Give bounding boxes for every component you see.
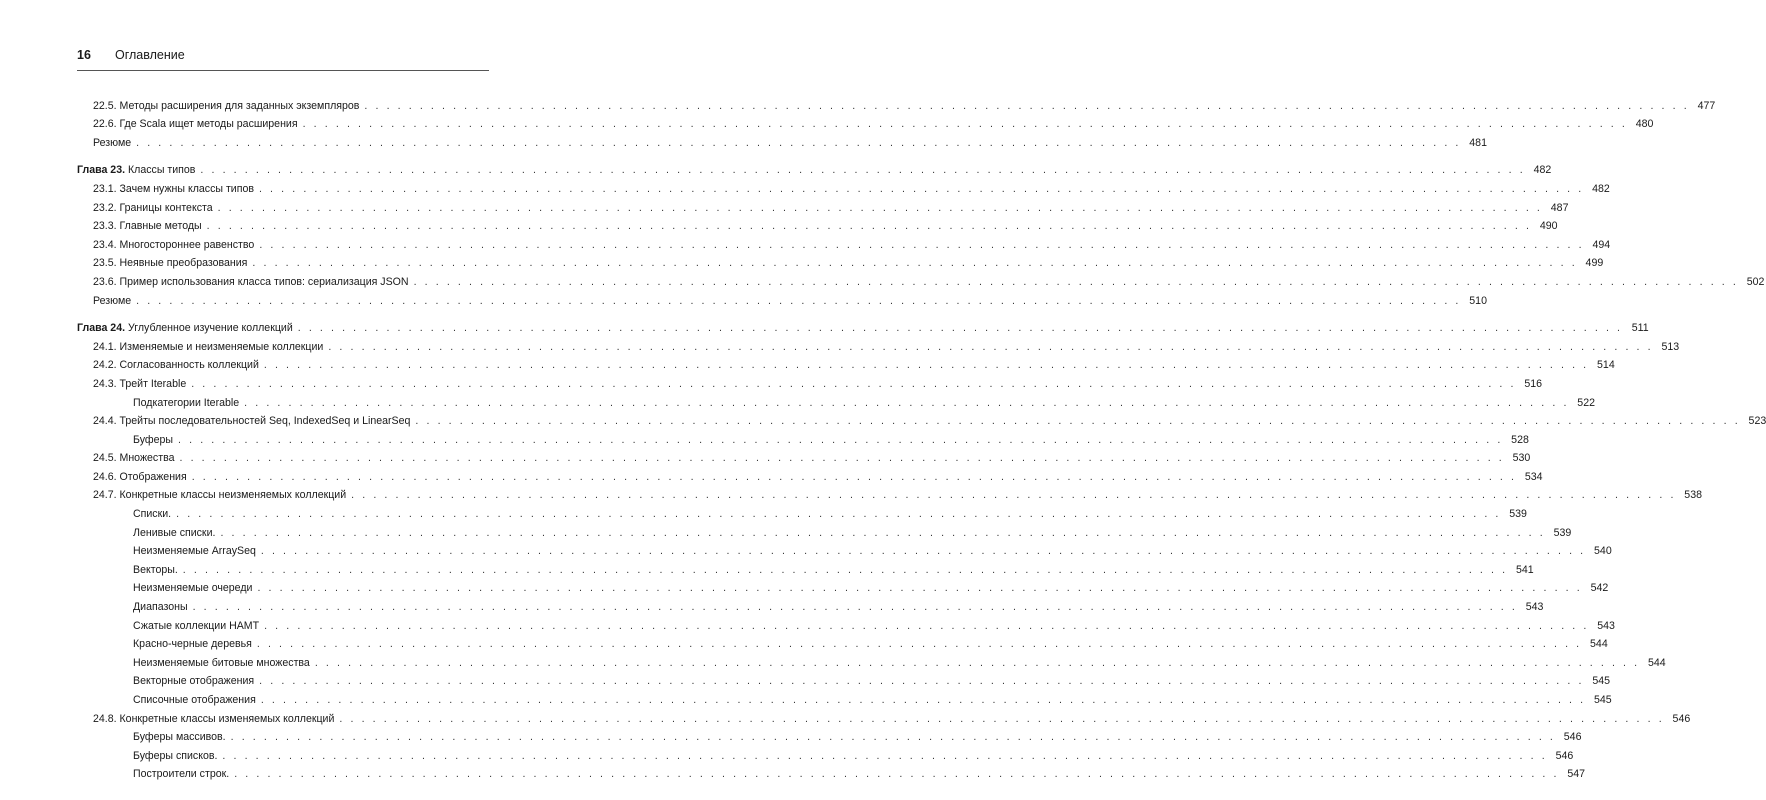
entry-title: 24.6. Отображения bbox=[93, 470, 187, 483]
toc-section bbox=[77, 316, 1766, 781]
entry-page-number: 544 bbox=[1590, 638, 1608, 651]
dot-leader: . . . . . . . . . . . . . . . . . . . . . . . . . . . . . . . . . . . . . . . . . . . . . . . . . . . . . . . . . . . . . . . . . . . . . . . . . . . . . . . . . . . . . . . . . . . . . . . . . . . . . . . . . . . . . . . . . . . . . . . . bbox=[314, 656, 1640, 669]
dot-leader: . . . . . . . . . . . . . . . . . . . . . . . . . . . . . . . . . . . . . . . . . . . . . . . . . . . . . . . . . . . . . . . . . . . . . . . . . . . . . . . . . . . . . . . . . . . . . . . . . . . . . . . . . . . . . . . . . . . . . . . . bbox=[200, 164, 1526, 177]
toc-section-entry bbox=[77, 112, 1654, 131]
entry-page-number: 546 bbox=[1555, 749, 1574, 762]
toc-subsection-entry bbox=[77, 613, 1615, 632]
entry-title: 22.6. Где Scala ищет методы расширения bbox=[93, 118, 298, 131]
entry-title: 24.3. Трейт Iterable bbox=[93, 377, 187, 390]
entry-page-number: 510 bbox=[1469, 294, 1487, 307]
entry-page-number: 490 bbox=[1539, 220, 1558, 233]
dot-leader: . . . . . . . . . . . . . . . . . . . . . . . . . . . . . . . . . . . . . . . . . . . . . . . . . . . . . . . . . . . . . . . . . . . . . . . . . . . . . . . . . . . . . . . . . . . . . . . . . . . . . . . . . . . . . . . . . . . . . . . . bbox=[220, 526, 1546, 539]
entry-page-number: 499 bbox=[1585, 257, 1604, 270]
page-number: 16 bbox=[77, 48, 91, 62]
toc-section-entry bbox=[77, 706, 1691, 725]
toc-subsection-entry bbox=[77, 669, 1610, 688]
dot-leader: . . . . . . . . . . . . . . . . . . . . . . . . . . . . . . . . . . . . . . . . . . . . . . . . . . . . . . . . . . . . . . . . . . . . . . . . . . . . . . . . . . . . . . . . . . . . . . . . . . . . . . . . . . . . . . . . . . . . . . . . bbox=[328, 340, 1654, 353]
dot-leader: . . . . . . . . . . . . . . . . . . . . . . . . . . . . . . . . . . . . . . . . . . . . . . . . . . . . . . . . . . . . . . . . . . . . . . . . . . . . . . . . . . . . . . . . . . . . . . . . . . . . . . . . . . . . . . . . . . . . . . . . bbox=[351, 489, 1676, 502]
entry-title: Буферы массивов. bbox=[133, 731, 226, 744]
toc-subsection-entry bbox=[77, 427, 1529, 446]
entry-title: Списки. bbox=[133, 508, 172, 521]
toc-chapter-entry bbox=[77, 316, 1649, 335]
entry-title: Диапазоны bbox=[133, 601, 188, 614]
entry-page-number: 543 bbox=[1597, 619, 1615, 632]
toc-subsection-entry bbox=[77, 632, 1608, 651]
dot-leader: . . . . . . . . . . . . . . . . . . . . . . . . . . . . . . . . . . . . . . . . . . . . . . . . . . . . . . . . . . . . . . . . . . . . . . . . . . . . . . . . . . . . . . . . . . . . . . . . . . . . . . . . . . . . . . . . . . . . . . . . bbox=[413, 275, 1739, 288]
entry-page-number: 546 bbox=[1672, 712, 1691, 725]
dot-leader: . . . . . . . . . . . . . . . . . . . . . . . . . . . . . . . . . . . . . . . . . . . . . . . . . . . . . . . . . . . . . . . . . . . . . . . . . . . . . . . . . . . . . . . . . . . . . . . . . . . . . . . . . . . . . . . . . . . . . . . . bbox=[260, 545, 1586, 558]
entry-page-number: 502 bbox=[1746, 275, 1765, 288]
toc-section-entry bbox=[77, 353, 1615, 372]
entry-page-number: 522 bbox=[1577, 396, 1595, 409]
entry-page-number: 546 bbox=[1563, 731, 1582, 744]
entry-page-number: 482 bbox=[1533, 164, 1552, 177]
toc-subsection-entry bbox=[77, 725, 1582, 744]
entry-title: Буферы списков. bbox=[133, 749, 218, 762]
dot-leader: . . . . . . . . . . . . . . . . . . . . . . . . . . . . . . . . . . . . . . . . . . . . . . . . . . . . . . . . . . . . . . . . . . . . . . . . . . . . . . . . . . . . . . . . . . . . . . . . . . . . . . . . . . . . . . . . . . . . . . . . bbox=[244, 396, 1569, 409]
entry-title: Подкатегории Iterable bbox=[133, 396, 240, 409]
entry-page-number: 481 bbox=[1469, 136, 1487, 149]
entry-title: Списочные отображения bbox=[133, 694, 256, 706]
dot-leader: . . . . . . . . . . . . . . . . . . . . . . . . . . . . . . . . . . . . . . . . . . . . . . . . . . . . . . . . . . . . . . . . . . . . . . . . . . . . . . . . . . . . . . . . . . . . . . . . . . . . . . . . . . . . . . . . . . . . . . . . bbox=[415, 415, 1741, 428]
entry-page-number: 539 bbox=[1553, 526, 1572, 539]
entry-page-number: 543 bbox=[1525, 601, 1544, 614]
entry-title: 23.6. Пример использования класса типов: сериализация JSON bbox=[93, 275, 409, 288]
entry-page-number: 547 bbox=[1567, 768, 1586, 781]
entry-title: 24.7. Конкретные классы неизменяемых коллекций bbox=[93, 489, 347, 502]
dot-leader: . . . . . . . . . . . . . . . . . . . . . . . . . . . . . . . . . . . . . . . . . . . . . . . . . . . . . . . . . . . . . . . . . . . . . . . . . . . . . . . . . . . . . . . . . . . . . . . . . . . . . . . . . . . . . . . . . . . . . . . . bbox=[182, 563, 1508, 576]
entry-title: 24.1. Изменяемые и неизменяемые коллекции bbox=[93, 340, 324, 353]
entry-page-number: 534 bbox=[1524, 470, 1543, 483]
entry-page-number: 541 bbox=[1515, 563, 1534, 576]
table-of-contents bbox=[77, 93, 1766, 789]
entry-title: 22.5. Методы расширения для заданных экземпляров bbox=[93, 99, 360, 112]
entry-page-number: 494 bbox=[1592, 238, 1611, 251]
toc-subsection-entry bbox=[77, 520, 1572, 539]
toc-section-entry bbox=[77, 288, 1487, 307]
dot-leader: . . . . . . . . . . . . . . . . . . . . . . . . . . . . . . . . . . . . . . . . . . . . . . . . . . . . . . . . . . . . . . . . . . . . . . . . . . . . . . . . . . . . . . . . . . . . . . . . . . . . . . . . . . . . . . . . . . . . . . . . bbox=[217, 201, 1543, 214]
entry-title: Неизменяемые ArraySeq bbox=[133, 545, 256, 558]
entry-page-number: 542 bbox=[1590, 582, 1609, 595]
entry-page-number: 530 bbox=[1512, 452, 1531, 465]
chapter-title: Классы типов bbox=[125, 164, 196, 177]
entry-title: 23.2. Границы контекста bbox=[93, 201, 213, 214]
dot-leader: . . . . . . . . . . . . . . . . . . . . . . . . . . . . . . . . . . . . . . . . . . . . . . . . . . . . . . . . . . . . . . . . . . . . . . . . . . . . . . . . . . . . . . . . . . . . . . . . . . . . . . . . . . . . . . . . . . . . . . . . bbox=[259, 675, 1584, 688]
toc-section-entry bbox=[77, 176, 1610, 195]
dot-leader: . . . . . . . . . . . . . . . . . . . . . . . . . . . . . . . . . . . . . . . . . . . . . . . . . . . . . . . . . . . . . . . . . . . . . . . . . . . . . . . . . . . . . . . . . . . . . . . . . . . . . . . . . . . . . . . . . . . . . . . . bbox=[179, 452, 1505, 465]
chapter-label: Глава 24. bbox=[77, 322, 126, 335]
entry-page-number: 514 bbox=[1597, 359, 1615, 372]
dot-leader: . . . . . . . . . . . . . . . . . . . . . . . . . . . . . . . . . . . . . . . . . . . . . . . . . . . . . . . . . . . . . . . . . . . . . . . . . . . . . . . . . . . . . . . . . . . . . . . . . . . . . . . . . . . . . . . . . . . . . . . . bbox=[297, 322, 1623, 335]
toc-subsection-entry bbox=[77, 501, 1527, 521]
entry-title: Векторы. bbox=[133, 563, 178, 576]
dot-leader: . . . . . . . . . . . . . . . . . . . . . . . . . . . . . . . . . . . . . . . . . . . . . . . . . . . . . . . . . . . . . . . . . . . . . . . . . . . . . . . . . . . . . . . . . . . . . . . . . . . . . . . . . . . . . . . . . . . . . . . . bbox=[176, 508, 1501, 521]
toc-chapter-entry bbox=[77, 158, 1552, 177]
toc-section bbox=[77, 93, 1716, 149]
dot-leader: . . . . . . . . . . . . . . . . . . . . . . . . . . . . . . . . . . . . . . . . . . . . . . . . . . . . . . . . . . . . . . . . . . . . . . . . . . . . . . . . . . . . . . . . . . . . . . . . . . . . . . . . . . . . . . . . . . . . . . . . bbox=[178, 433, 1503, 446]
toc-section-entry bbox=[77, 93, 1716, 112]
entry-title: 24.2. Согласованность коллекций bbox=[93, 359, 259, 372]
dot-leader: . . . . . . . . . . . . . . . . . . . . . . . . . . . . . . . . . . . . . . . . . . . . . . . . . . . . . . . . . . . . . . . . . . . . . . . . . . . . . . . . . . . . . . . . . . . . . . . . . . . . . . . . . . . . . . . . . . . . . . . . bbox=[264, 619, 1589, 632]
toc-subsection-entry bbox=[77, 594, 1544, 614]
entry-title: Векторные отображения bbox=[133, 675, 255, 688]
page-header bbox=[77, 48, 489, 71]
toc-section-entry bbox=[77, 334, 1680, 353]
entry-title: 24.8. Конкретные классы изменяемых коллекций bbox=[93, 712, 335, 725]
toc-section-entry bbox=[77, 464, 1543, 483]
toc-section-entry bbox=[77, 269, 1765, 288]
entry-title: 24.5. Множества bbox=[93, 452, 175, 465]
entry-title: Красно-черные деревья bbox=[133, 638, 252, 651]
toc-section-entry bbox=[77, 371, 1543, 390]
running-title: Оглавление bbox=[115, 48, 185, 62]
entry-title: 24.4. Трейты последовательностей Seq, IndexedSeq и LinearSeq bbox=[93, 415, 411, 428]
entry-title bbox=[77, 164, 197, 176]
dot-leader: . . . . . . . . . . . . . . . . . . . . . . . . . . . . . . . . . . . . . . . . . . . . . . . . . . . . . . . . . . . . . . . . . . . . . . . . . . . . . . . . . . . . . . . . . . . . . . . . . . . . . . . . . . . . . . . . . . . . . . . . bbox=[206, 220, 1532, 233]
dot-leader: . . . . . . . . . . . . . . . . . . . . . . . . . . . . . . . . . . . . . . . . . . . . . . . . . . . . . . . . . . . . . . . . . . . . . . . . . . . . . . . . . . . . . . . . . . . . . . . . . . . . . . . . . . . . . . . . . . . . . . . . bbox=[263, 359, 1589, 372]
toc-subsection-entry bbox=[77, 539, 1612, 558]
entry-title: Неизменяемые очереди bbox=[133, 582, 253, 595]
entry-page-number: 528 bbox=[1511, 433, 1529, 446]
dot-leader: . . . . . . . . . . . . . . . . . . . . . . . . . . . . . . . . . . . . . . . . . . . . . . . . . . . . . . . . . . . . . . . . . . . . . . . . . . . . . . . . . . . . . . . . . . . . . . . . . . . . . . . . . . . . . . . . . . . . . . . . bbox=[230, 731, 1556, 744]
dot-leader: . . . . . . . . . . . . . . . . . . . . . . . . . . . . . . . . . . . . . . . . . . . . . . . . . . . . . . . . . . . . . . . . . . . . . . . . . . . . . . . . . . . . . . . . . . . . . . . . . . . . . . . . . . . . . . . . . . . . . . . . bbox=[259, 238, 1585, 251]
dot-leader: . . . . . . . . . . . . . . . . . . . . . . . . . . . . . . . . . . . . . . . . . . . . . . . . . . . . . . . . . . . . . . . . . . . . . . . . . . . . . . . . . . . . . . . . . . . . . . . . . . . . . . . . . . . . . . . . . . . . . . . . bbox=[339, 712, 1665, 725]
entry-title: Резюме bbox=[93, 136, 132, 149]
entry-page-number: 545 bbox=[1592, 675, 1610, 688]
toc-subsection-entry bbox=[77, 743, 1574, 762]
dot-leader: . . . . . . . . . . . . . . . . . . . . . . . . . . . . . . . . . . . . . . . . . . . . . . . . . . . . . . . . . . . . . . . . . . . . . . . . . . . . . . . . . . . . . . . . . . . . . . . . . . . . . . . . . . . . . . . . . . . . . . . . bbox=[191, 377, 1517, 390]
entry-page-number: 513 bbox=[1661, 340, 1680, 353]
dot-leader: . . . . . . . . . . . . . . . . . . . . . . . . . . . . . . . . . . . . . . . . . . . . . . . . . . . . . . . . . . . . . . . . . . . . . . . . . . . . . . . . . . . . . . . . . . . . . . . . . . . . . . . . . . . . . . . . . . . . . . . . bbox=[252, 257, 1578, 270]
entry-title bbox=[77, 322, 295, 334]
entry-page-number: 480 bbox=[1635, 118, 1654, 131]
toc-subsection-entry bbox=[77, 576, 1609, 595]
entry-page-number: 477 bbox=[1697, 99, 1716, 112]
entry-title: 23.5. Неявные преобразования bbox=[93, 257, 248, 270]
toc-section-entry bbox=[77, 232, 1611, 251]
dot-leader: . . . . . . . . . . . . . . . . . . . . . . . . . . . . . . . . . . . . . . . . . . . . . . . . . . . . . . . . . . . . . . . . . . . . . . . . . . . . . . . . . . . . . . . . . . . . . . . . . . . . . . . . . . . . . . . . . . . . . . . . bbox=[302, 118, 1628, 131]
entry-page-number: 540 bbox=[1594, 545, 1612, 558]
entry-page-number: 516 bbox=[1524, 377, 1543, 390]
dot-leader: . . . . . . . . . . . . . . . . . . . . . . . . . . . . . . . . . . . . . . . . . . . . . . . . . . . . . . . . . . . . . . . . . . . . . . . . . . . . . . . . . . . . . . . . . . . . . . . . . . . . . . . . . . . . . . . . . . . . . . . . bbox=[256, 638, 1582, 651]
entry-page-number: 545 bbox=[1593, 694, 1612, 706]
dot-leader: . . . . . . . . . . . . . . . . . . . . . . . . . . . . . . . . . . . . . . . . . . . . . . . . . . . . . . . . . . . . . . . . . . . . . . . . . . . . . . . . . . . . . . . . . . . . . . . . . . . . . . . . . . . . . . . . . . . . . . . . bbox=[222, 749, 1548, 762]
entry-title: 23.4. Многостороннее равенство bbox=[93, 238, 255, 251]
toc-subsection-entry bbox=[77, 390, 1595, 409]
toc-section-entry bbox=[77, 446, 1531, 465]
entry-title: Построители строк. bbox=[133, 768, 230, 781]
dot-leader: . . . . . . . . . . . . . . . . . . . . . . . . . . . . . . . . . . . . . . . . . . . . . . . . . . . . . . . . . . . . . . . . . . . . . . . . . . . . . . . . . . . . . . . . . . . . . . . . . . . . . . . . . . . . . . . . . . . . . . . . bbox=[191, 470, 1517, 483]
entry-page-number: 544 bbox=[1647, 656, 1666, 669]
entry-title: Буферы bbox=[133, 433, 174, 446]
entry-page-number: 523 bbox=[1748, 415, 1766, 428]
chapter-title: Углубленное изучение коллекций bbox=[125, 322, 293, 335]
entry-page-number: 482 bbox=[1592, 182, 1610, 195]
toc-section bbox=[77, 158, 1765, 307]
entry-title: Резюме bbox=[93, 294, 132, 307]
entry-page-number: 487 bbox=[1550, 201, 1569, 214]
dot-leader: . . . . . . . . . . . . . . . . . . . . . . . . . . . . . . . . . . . . . . . . . . . . . . . . . . . . . . . . . . . . . . . . . . . . . . . . . . . . . . . . . . . . . . . . . . . . . . . . . . . . . . . . . . . . . . . . . . . . . . . . bbox=[258, 182, 1584, 195]
entry-title: Неизменяемые битовые множества bbox=[133, 656, 310, 669]
chapter-label: Глава 23. bbox=[77, 164, 126, 177]
toc-section-entry bbox=[77, 409, 1766, 428]
entry-page-number: 538 bbox=[1684, 489, 1702, 502]
toc-subsection-entry bbox=[77, 762, 1586, 781]
entry-title: 23.1. Зачем нужны классы типов bbox=[93, 182, 254, 195]
toc-subsection-entry bbox=[77, 650, 1666, 669]
dot-leader: . . . . . . . . . . . . . . . . . . . . . . . . . . . . . . . . . . . . . . . . . . . . . . . . . . . . . . . . . . . . . . . . . . . . . . . . . . . . . . . . . . . . . . . . . . . . . . . . . . . . . . . . . . . . . . . . . . . . . . . . bbox=[364, 99, 1690, 112]
toc-section-entry bbox=[77, 214, 1558, 233]
dot-leader: . . . . . . . . . . . . . . . . . . . . . . . . . . . . . . . . . . . . . . . . . . . . . . . . . . . . . . . . . . . . . . . . . . . . . . . . . . . . . . . . . . . . . . . . . . . . . . . . . . . . . . . . . . . . . . . . . . . . . . . . bbox=[260, 694, 1586, 706]
entry-title: Сжатые коллекции HAMT bbox=[133, 619, 260, 632]
toc-section-entry bbox=[77, 195, 1569, 214]
toc-section-entry bbox=[77, 130, 1487, 149]
toc-section-entry bbox=[77, 251, 1604, 270]
entry-page-number: 539 bbox=[1509, 508, 1527, 521]
entry-page-number: 511 bbox=[1631, 322, 1649, 335]
dot-leader: . . . . . . . . . . . . . . . . . . . . . . . . . . . . . . . . . . . . . . . . . . . . . . . . . . . . . . . . . . . . . . . . . . . . . . . . . . . . . . . . . . . . . . . . . . . . . . . . . . . . . . . . . . . . . . . . . . . . . . . . bbox=[234, 768, 1560, 781]
toc-section-entry bbox=[77, 483, 1702, 502]
entry-title: 23.3. Главные методы bbox=[93, 220, 202, 233]
dot-leader: . . . . . . . . . . . . . . . . . . . . . . . . . . . . . . . . . . . . . . . . . . . . . . . . . . . . . . . . . . . . . . . . . . . . . . . . . . . . . . . . . . . . . . . . . . . . . . . . . . . . . . . . . . . . . . . . . . . . . . . . bbox=[136, 294, 1461, 307]
entry-title: Ленивые списки. bbox=[133, 526, 216, 539]
toc-subsection-entry bbox=[77, 687, 1612, 706]
dot-leader: . . . . . . . . . . . . . . . . . . . . . . . . . . . . . . . . . . . . . . . . . . . . . . . . . . . . . . . . . . . . . . . . . . . . . . . . . . . . . . . . . . . . . . . . . . . . . . . . . . . . . . . . . . . . . . . . . . . . . . . . bbox=[257, 582, 1583, 595]
dot-leader: . . . . . . . . . . . . . . . . . . . . . . . . . . . . . . . . . . . . . . . . . . . . . . . . . . . . . . . . . . . . . . . . . . . . . . . . . . . . . . . . . . . . . . . . . . . . . . . . . . . . . . . . . . . . . . . . . . . . . . . . bbox=[192, 601, 1518, 614]
dot-leader: . . . . . . . . . . . . . . . . . . . . . . . . . . . . . . . . . . . . . . . . . . . . . . . . . . . . . . . . . . . . . . . . . . . . . . . . . . . . . . . . . . . . . . . . . . . . . . . . . . . . . . . . . . . . . . . . . . . . . . . . bbox=[136, 136, 1461, 149]
toc-subsection-entry bbox=[77, 557, 1534, 576]
